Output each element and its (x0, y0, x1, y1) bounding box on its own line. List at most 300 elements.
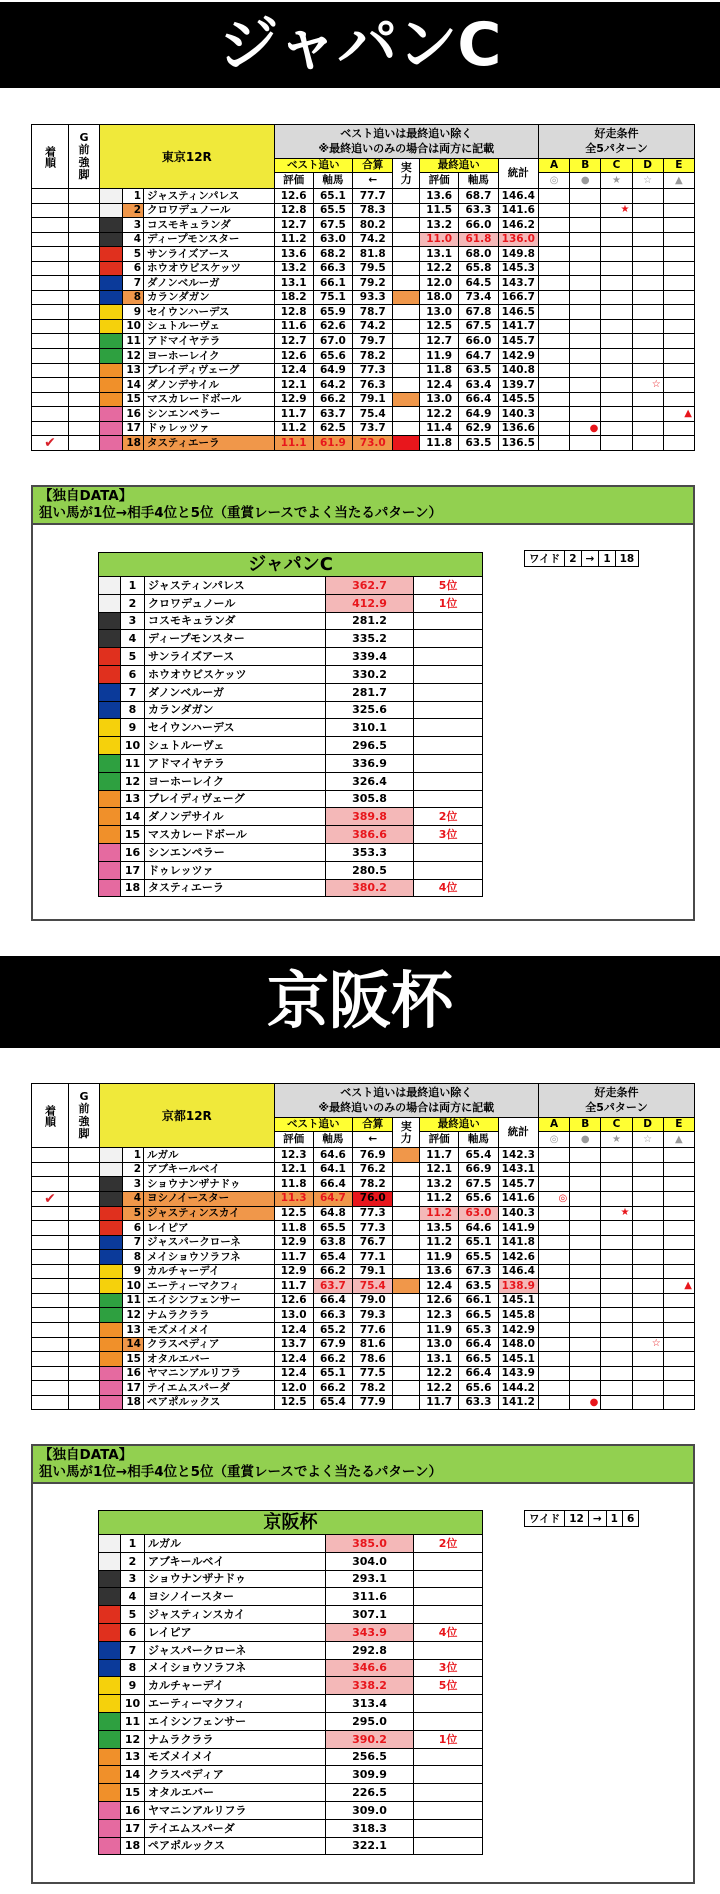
stat-value: 142.9 (498, 349, 538, 364)
horse-name: ジャスパークローネ (144, 1235, 275, 1250)
pattern-cell (663, 1206, 694, 1221)
gate-swatch (99, 648, 121, 666)
rank-value (414, 612, 483, 630)
horse-name: ドゥレッツァ (144, 421, 275, 436)
horse-row (32, 1323, 695, 1338)
gate-swatch (99, 826, 121, 844)
triangle-icon: ▲ (663, 407, 694, 422)
jitsu-cell (393, 421, 420, 436)
pattern-cell (632, 203, 663, 218)
best-eval: 12.6 (274, 1293, 313, 1308)
horse-name: シュトルーヴェ (145, 737, 326, 755)
jitsu-cell (393, 363, 420, 378)
horse-name: タスティエーラ (145, 879, 326, 897)
jitsu-cell (393, 436, 420, 451)
race1-score-title: ジャパンC (99, 553, 483, 577)
gate-swatch (100, 1279, 123, 1294)
pattern-cell (663, 436, 694, 451)
final-axis: 65.1 (459, 1235, 498, 1250)
pattern-cell (601, 1337, 632, 1352)
horse-name: セイウンハーデス (145, 719, 326, 737)
score-row (99, 1766, 483, 1784)
score-row (99, 1748, 483, 1766)
g-cell (68, 1206, 99, 1221)
horse-name: アドマイヤテラ (145, 754, 326, 772)
horse-number: 1 (123, 1148, 144, 1163)
rank-value (414, 648, 483, 666)
pattern-cell (570, 203, 601, 218)
final-eval: 11.8 (420, 363, 459, 378)
pattern-cell (601, 363, 632, 378)
pattern-cell (663, 392, 694, 407)
score-value: 309.9 (326, 1766, 414, 1784)
race1-banner: ジャパンC (0, 2, 720, 88)
pattern-cell (539, 1148, 570, 1163)
combined-value: 78.3 (353, 203, 393, 218)
gate-swatch (100, 1337, 123, 1352)
pattern-cell (570, 1235, 601, 1250)
stat-value: 145.7 (498, 1177, 538, 1192)
pattern-cell (539, 1352, 570, 1367)
final-header: 最終追い (420, 159, 499, 173)
horse-row (32, 1366, 695, 1381)
double-circle-icon: ◎ (539, 173, 570, 189)
score-value: 313.4 (326, 1695, 414, 1713)
data-label: 【独自DATA】 (39, 488, 133, 504)
wide-arrow: → (581, 551, 599, 567)
g-cell (68, 1162, 99, 1177)
gate-swatch (100, 1148, 123, 1163)
jitsu-cell (393, 1250, 420, 1265)
jitsu-cell (393, 1264, 420, 1279)
best-eval: 11.7 (274, 407, 313, 422)
horse-name: メイショウソラフネ (144, 1250, 275, 1265)
gate-swatch (99, 1730, 121, 1748)
result-cell (32, 261, 69, 276)
pattern-cell (570, 1177, 601, 1192)
gate-swatch (99, 754, 121, 772)
result-cell (32, 407, 69, 422)
final-eval: 11.5 (420, 203, 459, 218)
gate-swatch (99, 879, 121, 897)
jitsu-cell (393, 392, 420, 407)
rank-value (414, 754, 483, 772)
horse-number: 1 (123, 189, 144, 204)
pattern-cell (632, 1308, 663, 1323)
pattern-cell (539, 1279, 570, 1294)
final-axis: 68.0 (459, 247, 498, 262)
final-eval: 12.4 (420, 378, 459, 393)
score-value: 296.5 (326, 737, 414, 755)
note-cell (274, 125, 538, 159)
stat-value: 138.9 (498, 1279, 538, 1294)
horse-name: クラスペディア (144, 1337, 275, 1352)
g-cell (68, 1293, 99, 1308)
best-eval: 12.4 (274, 1323, 313, 1338)
pattern-cell (570, 1206, 601, 1221)
pattern-cell (601, 1264, 632, 1279)
jitsu-cell (393, 189, 420, 204)
pattern-cell (570, 1323, 601, 1338)
horse-number: 10 (121, 737, 145, 755)
score-row (99, 879, 483, 897)
pattern-cell (570, 349, 601, 364)
horse-name: ディープモンスター (144, 232, 275, 247)
result-cell (32, 319, 69, 334)
race2-banner: 京阪杯 (0, 956, 720, 1048)
stat-value: 148.0 (498, 1337, 538, 1352)
combined-value: 81.6 (353, 1337, 393, 1352)
best-axis: 67.9 (313, 1337, 352, 1352)
horse-name: カランダガン (144, 290, 275, 305)
g-cell (68, 363, 99, 378)
gate-swatch (99, 1588, 121, 1606)
horse-number: 4 (121, 630, 145, 648)
pattern-cell (663, 1177, 694, 1192)
pattern-cell (601, 1221, 632, 1236)
pattern-cell (570, 305, 601, 320)
result-cell (32, 203, 69, 218)
pattern-cell (663, 1293, 694, 1308)
pattern-cell (663, 1323, 694, 1338)
horse-number: 4 (123, 1191, 144, 1206)
pattern-cell (663, 1366, 694, 1381)
rank-value (414, 701, 483, 719)
gate-swatch (100, 1395, 123, 1410)
gate-swatch (100, 407, 123, 422)
g-cell (68, 392, 99, 407)
pattern-cell (601, 218, 632, 233)
horse-name: ディープモンスター (145, 630, 326, 648)
result-cell (32, 1177, 69, 1192)
note-line-2: ※最終追いのみの場合は両方に記載 (318, 1100, 495, 1114)
gate-swatch (100, 421, 123, 436)
score-value: 281.2 (326, 612, 414, 630)
final-eval: 13.0 (420, 392, 459, 407)
final-eval: 12.2 (420, 1381, 459, 1396)
gate-swatch (99, 772, 121, 790)
combined-value: 76.7 (353, 1235, 393, 1250)
g-cell (68, 305, 99, 320)
final-axis: 64.7 (459, 349, 498, 364)
eval-header: 評価 (274, 1132, 313, 1148)
jitsu-cell (393, 334, 420, 349)
pattern-cell (539, 421, 570, 436)
horse-number: 2 (123, 1162, 144, 1177)
final-axis: 66.4 (459, 1366, 498, 1381)
best-header: ベスト追い (274, 1118, 353, 1132)
result-cell (32, 1264, 69, 1279)
rank-value (414, 1766, 483, 1784)
pattern-cell (570, 276, 601, 291)
best-eval: 11.6 (274, 319, 313, 334)
horse-name: ショウナンザナドゥ (145, 1570, 326, 1588)
rank-value (414, 861, 483, 879)
best-eval: 12.8 (274, 305, 313, 320)
score-value: 385.0 (326, 1535, 414, 1553)
jitsu-cell (393, 319, 420, 334)
horse-row (32, 1177, 695, 1192)
final-axis: 66.0 (459, 218, 498, 233)
horse-name: シュトルーヴェ (144, 319, 275, 334)
final-eval: 11.2 (420, 1235, 459, 1250)
gate-swatch (100, 290, 123, 305)
stat-value: 140.3 (498, 1206, 538, 1221)
pattern-cell (570, 247, 601, 262)
stat-header: 統計 (498, 1118, 538, 1148)
result-cell (32, 218, 69, 233)
horse-name: ジャスティンスカイ (144, 1206, 275, 1221)
filled-circle-icon: ● (570, 1395, 601, 1410)
horse-name: コスモキュランダ (145, 612, 326, 630)
best-axis: 66.1 (313, 276, 352, 291)
combined-value: 79.0 (353, 1293, 393, 1308)
g-cell (68, 1148, 99, 1163)
best-axis: 63.7 (313, 407, 352, 422)
horse-name: カルチャーデイ (144, 1264, 275, 1279)
g-cell (68, 421, 99, 436)
stat-value: 145.1 (498, 1293, 538, 1308)
final-axis-header: 軸馬 (459, 173, 498, 189)
score-row (99, 1801, 483, 1819)
pattern-cell (570, 1381, 601, 1396)
pattern-cell (570, 1308, 601, 1323)
jitsu-cell (393, 261, 420, 276)
pattern-cell (632, 1235, 663, 1250)
gate-swatch (100, 1162, 123, 1177)
g-cell (68, 1308, 99, 1323)
horse-name: サンライズアース (145, 648, 326, 666)
pattern-cell (601, 1381, 632, 1396)
pattern-cell (663, 1191, 694, 1206)
horse-number: 5 (123, 1206, 144, 1221)
gate-swatch (100, 218, 123, 233)
horse-number: 15 (121, 826, 145, 844)
best-axis: 66.4 (313, 1177, 352, 1192)
horse-row (32, 203, 695, 218)
score-row (99, 1570, 483, 1588)
score-value: 336.9 (326, 754, 414, 772)
combined-value: 74.2 (353, 319, 393, 334)
pattern-cell (663, 276, 694, 291)
outline-star-icon: ☆ (632, 173, 663, 189)
best-eval: 12.9 (274, 1235, 313, 1250)
score-row (99, 719, 483, 737)
gate-swatch (100, 305, 123, 320)
final-eval: 12.7 (420, 334, 459, 349)
final-eval: 13.2 (420, 1177, 459, 1192)
final-axis: 63.5 (459, 436, 498, 451)
pattern-cell (632, 247, 663, 262)
wide-partner-2: 6 (622, 1511, 638, 1527)
horse-row (32, 334, 695, 349)
final-eval: 13.1 (420, 1352, 459, 1367)
pattern-cell (539, 247, 570, 262)
horse-row (32, 1206, 695, 1221)
score-row (99, 1606, 483, 1624)
final-eval: 12.5 (420, 319, 459, 334)
combined-value: 93.3 (353, 290, 393, 305)
pattern-cell (539, 1337, 570, 1352)
horse-name: アブキールベイ (145, 1552, 326, 1570)
final-eval: 11.8 (420, 436, 459, 451)
pattern-cell (539, 378, 570, 393)
horse-row (32, 1235, 695, 1250)
combined-value: 77.3 (353, 363, 393, 378)
best-eval: 12.5 (274, 1206, 313, 1221)
result-cell (32, 1337, 69, 1352)
stat-value: 149.8 (498, 247, 538, 262)
stat-header: 統計 (498, 159, 538, 189)
best-axis: 65.2 (313, 1323, 352, 1338)
final-eval: 11.9 (420, 349, 459, 364)
score-value: 389.8 (326, 808, 414, 826)
pattern-cell (539, 189, 570, 204)
horse-row (32, 276, 695, 291)
pattern-cell (601, 247, 632, 262)
pattern-cell (601, 1395, 632, 1410)
jitsu-cell (393, 1381, 420, 1396)
best-axis: 65.4 (313, 1395, 352, 1410)
rank-value (414, 1748, 483, 1766)
best-eval: 11.7 (274, 1279, 313, 1294)
best-eval: 12.1 (274, 378, 313, 393)
best-axis: 65.5 (313, 203, 352, 218)
horse-name: マスカレードボール (145, 826, 326, 844)
best-axis: 64.7 (313, 1191, 352, 1206)
stat-value: 139.7 (498, 378, 538, 393)
g-cell (68, 334, 99, 349)
rank-value (414, 630, 483, 648)
note-line-1: ベスト追いは最終追い除く (340, 1085, 473, 1099)
horse-row (32, 436, 695, 451)
jitsu-header: 実力 (393, 1118, 420, 1148)
gate-swatch (100, 1381, 123, 1396)
wide-partner-1: 1 (599, 551, 615, 567)
final-axis: 66.4 (459, 392, 498, 407)
gate-swatch (100, 247, 123, 262)
pattern-cell (601, 1162, 632, 1177)
horse-row (32, 1293, 695, 1308)
horse-number: 8 (121, 1659, 145, 1677)
horse-name: ジャスパークローネ (145, 1641, 326, 1659)
pattern-c: C (601, 1118, 632, 1132)
pattern-cell (570, 232, 601, 247)
jitsu-cell (393, 218, 420, 233)
pattern-cell (663, 1162, 694, 1177)
pattern-cell (632, 1381, 663, 1396)
course-label: 京都12R (100, 1084, 274, 1148)
result-cell: ✔ (32, 436, 69, 451)
pattern-cell (663, 305, 694, 320)
horse-number: 11 (121, 754, 145, 772)
horse-number: 16 (121, 843, 145, 861)
pattern-cell (539, 319, 570, 334)
pattern-cell (632, 276, 663, 291)
g-cell (68, 247, 99, 262)
horse-row (32, 1221, 695, 1236)
g-cell (68, 1323, 99, 1338)
double-circle-icon: ◎ (539, 1132, 570, 1148)
horse-number: 14 (121, 808, 145, 826)
stat-value: 141.8 (498, 1235, 538, 1250)
score-value: 346.6 (326, 1659, 414, 1677)
rank-value (414, 1641, 483, 1659)
result-cell (32, 1366, 69, 1381)
pattern-cell (632, 1323, 663, 1338)
jitsu-cell (393, 247, 420, 262)
stat-value: 141.6 (498, 1191, 538, 1206)
combined-value: 73.0 (353, 436, 393, 451)
final-axis: 63.3 (459, 203, 498, 218)
result-cell (32, 1250, 69, 1265)
score-value: 311.6 (326, 1588, 414, 1606)
horse-number: 8 (123, 290, 144, 305)
horse-name: ヤマニンアルリフラ (144, 1366, 275, 1381)
combined-value: 80.2 (353, 218, 393, 233)
jitsu-cell (393, 1206, 420, 1221)
gate-swatch (99, 701, 121, 719)
pattern-cell (539, 1206, 570, 1221)
final-axis: 67.5 (459, 319, 498, 334)
jitsu-cell (393, 1279, 420, 1294)
pattern-cell (632, 1395, 663, 1410)
g-cell (68, 290, 99, 305)
condition-line-1: 好走条件 (594, 1085, 639, 1099)
pattern-cell (539, 290, 570, 305)
gate-swatch (100, 1308, 123, 1323)
best-axis: 75.1 (313, 290, 352, 305)
final-eval: 13.6 (420, 1264, 459, 1279)
stat-value: 141.7 (498, 319, 538, 334)
pattern-cell (632, 334, 663, 349)
race1-score-table (98, 552, 483, 897)
gate-swatch (99, 790, 121, 808)
combined-value: 76.3 (353, 378, 393, 393)
pattern-cell (539, 1250, 570, 1265)
best-axis: 68.2 (313, 247, 352, 262)
race1-oikiri-table (31, 124, 695, 451)
wide-target: 2 (565, 551, 581, 567)
pattern-cell (539, 1395, 570, 1410)
jitsu-cell (393, 1162, 420, 1177)
final-eval-header: 評価 (420, 173, 459, 189)
best-axis: 63.7 (313, 1279, 352, 1294)
horse-name: テイエムスパーダ (144, 1381, 275, 1396)
score-value: 305.8 (326, 790, 414, 808)
rank-value (414, 1801, 483, 1819)
stat-value: 144.2 (498, 1381, 538, 1396)
final-axis: 63.4 (459, 378, 498, 393)
pattern-cell (601, 305, 632, 320)
horse-number: 2 (121, 594, 145, 612)
pattern-cell (632, 1264, 663, 1279)
stat-value: 141.2 (498, 1395, 538, 1410)
horse-number: 2 (123, 203, 144, 218)
pattern-cell (570, 319, 601, 334)
race2-wide-bet (524, 1510, 639, 1527)
best-axis: 65.1 (313, 189, 352, 204)
pattern-cell (539, 1235, 570, 1250)
horse-number: 17 (123, 1381, 144, 1396)
stat-value: 143.1 (498, 1162, 538, 1177)
pattern-cell (663, 247, 694, 262)
pattern-cell (601, 276, 632, 291)
best-axis: 67.5 (313, 218, 352, 233)
pattern-cell (570, 1337, 601, 1352)
gate-swatch (100, 1293, 123, 1308)
horse-number: 3 (121, 1570, 145, 1588)
